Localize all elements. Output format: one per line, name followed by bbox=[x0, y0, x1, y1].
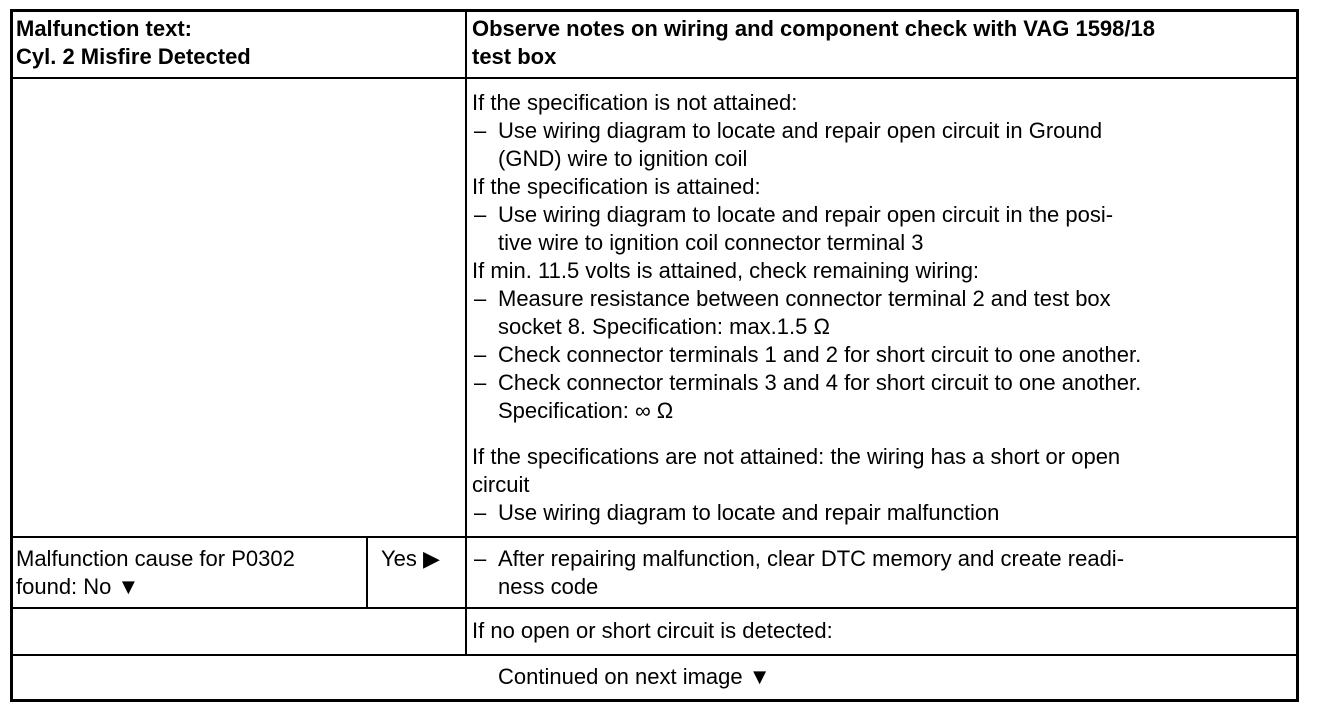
cause-right-line2: ness code bbox=[498, 574, 599, 599]
instruction-line: Use wiring diagram to locate and repair open circuit in the posi- bbox=[498, 202, 1114, 227]
table-border-right bbox=[1296, 9, 1299, 702]
cause-left-line1: Malfunction cause for P0302 bbox=[16, 546, 295, 571]
bullet-dash: – bbox=[474, 370, 487, 395]
header-right-line1: Observe notes on wiring and component check with VAG 1598/18 bbox=[472, 16, 1155, 41]
instruction-line: Check connector terminals 3 and 4 for short circuit to one another. bbox=[498, 370, 1142, 395]
instruction-line: (GND) wire to ignition coil bbox=[498, 146, 748, 171]
cause-left-line2: found: No ▼ bbox=[16, 574, 140, 599]
header-right-line2: test box bbox=[472, 44, 557, 69]
cause-right-line1: After repairing malfunction, clear DTC memory and create readi- bbox=[498, 546, 1125, 571]
instruction-line: Measure resistance between connector terminal 2 and test box bbox=[498, 286, 1111, 311]
instruction-line: Check connector terminals 1 and 2 for short circuit to one another. bbox=[498, 342, 1142, 367]
cause-divider bbox=[10, 607, 1298, 609]
instruction-line: If the specifications are not attained: the wiring has a short or open bbox=[472, 444, 1121, 469]
yes-label: Yes ▶ bbox=[381, 546, 440, 571]
instruction-line: Use wiring diagram to locate and repair malfunction bbox=[498, 500, 1000, 525]
bullet-dash: – bbox=[474, 118, 487, 143]
continued-note: Continued on next image ▼ bbox=[498, 664, 771, 689]
next-divider bbox=[10, 654, 1298, 656]
instruction-line: Use wiring diagram to locate and repair open circuit in Ground bbox=[498, 118, 1103, 143]
instruction-line: circuit bbox=[472, 472, 530, 497]
bullet-dash: – bbox=[474, 342, 487, 367]
table-border-bottom bbox=[10, 699, 1298, 702]
instruction-line: If min. 11.5 volts is attained, check remaining wiring: bbox=[472, 258, 980, 283]
instruction-line: tive wire to ignition coil connector terminal 3 bbox=[498, 230, 924, 255]
header-left-line2: Cyl. 2 Misfire Detected bbox=[16, 44, 251, 69]
bullet-dash: – bbox=[474, 286, 487, 311]
instruction-line: socket 8. Specification: max.1.5 Ω bbox=[498, 314, 830, 339]
header-left-line1: Malfunction text: bbox=[16, 16, 192, 41]
instruction-line: If the specification is attained: bbox=[472, 174, 761, 199]
bullet-dash: – bbox=[474, 202, 487, 227]
column-divider bbox=[465, 9, 467, 656]
bullet-dash: – bbox=[474, 500, 487, 525]
instruction-line: Specification: ∞ Ω bbox=[498, 398, 674, 423]
yes-column-divider bbox=[366, 536, 368, 609]
header-divider bbox=[10, 77, 1298, 79]
table-border-top bbox=[10, 9, 1298, 12]
instruction-line: If the specification is not attained: bbox=[472, 90, 798, 115]
body-divider bbox=[10, 536, 1298, 538]
cause-dash: – bbox=[474, 546, 487, 571]
table-border-left bbox=[10, 9, 13, 702]
next-step-text: If no open or short circuit is detected: bbox=[472, 618, 833, 643]
